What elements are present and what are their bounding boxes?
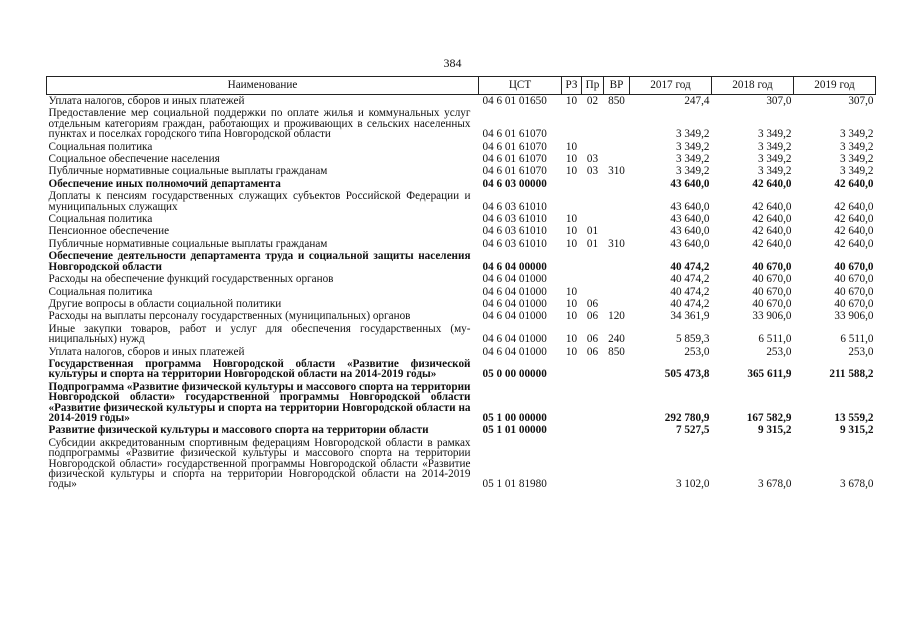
cell-pr: 06 xyxy=(586,297,599,310)
cell-2019: 40 670,0 xyxy=(834,260,874,273)
cell-2019: 42 640,0 xyxy=(834,177,874,190)
header-2019: 2019 год xyxy=(794,77,876,95)
cell-cst: 04 6 01 01650 xyxy=(482,95,547,107)
cell-vr xyxy=(604,298,630,310)
cell-pr: 01 xyxy=(586,225,599,238)
cell-rz: 10 xyxy=(565,237,578,250)
cell-2019: 40 670,0 xyxy=(834,297,874,310)
cell-2019: 253,0 xyxy=(848,345,874,358)
cell-2018: 40 670,0 xyxy=(752,297,792,310)
cell-cst: 04 6 01 61070 xyxy=(482,128,547,141)
cell-rz: 10 xyxy=(565,95,578,107)
cell-vr xyxy=(604,286,630,298)
cell-pr xyxy=(582,273,604,285)
cell-2018: 42 640,0 xyxy=(752,237,792,250)
cell-2017: 3 349,2 xyxy=(675,140,710,153)
cell-2019: 9 315,2 xyxy=(839,424,874,437)
header-2017: 2017 год xyxy=(630,77,712,95)
cell-2017: 7 527,5 xyxy=(675,424,710,437)
cell-pr: 06 xyxy=(586,333,599,346)
cell-2019: 3 349,2 xyxy=(839,140,874,153)
cell-2019: 42 640,0 xyxy=(834,213,874,226)
cell-cst: 05 1 00 00000 xyxy=(482,411,547,424)
table-row xyxy=(47,153,876,165)
cell-rz: 10 xyxy=(565,213,578,226)
cell-cst: 05 1 01 81980 xyxy=(482,478,547,491)
cell-rz: 10 xyxy=(565,140,578,153)
cell-vr xyxy=(604,190,630,213)
cell-2018: 40 670,0 xyxy=(752,285,792,298)
cell-name: Социальная политика xyxy=(48,285,153,298)
cell-2018: 167 582,9 xyxy=(746,411,792,424)
cell-rz xyxy=(562,381,582,425)
cell-pr xyxy=(582,437,604,491)
cell-2019: 13 559,2 xyxy=(834,411,874,424)
table-row xyxy=(47,225,876,237)
cell-vr xyxy=(604,381,630,425)
cell-pr xyxy=(582,358,604,381)
table-row xyxy=(47,273,876,285)
cell-2017: 3 349,2 xyxy=(675,128,710,141)
table-row xyxy=(47,381,876,425)
cell-name: Развитие физической культуры и массового спорта на территории области xyxy=(48,424,429,437)
cell-name: Обеспечение деятельности департамента труда и социальной защиты населения Новгородской области xyxy=(48,250,471,273)
cell-2017: 43 640,0 xyxy=(670,237,710,250)
cell-rz xyxy=(562,358,582,381)
cell-2018: 3 349,2 xyxy=(757,140,792,153)
table-row xyxy=(47,323,876,346)
cell-cst: 04 6 03 61010 xyxy=(482,237,547,250)
cell-name: Уплата налогов, сборов и иных платежей xyxy=(48,95,245,107)
cell-2018: 3 349,2 xyxy=(757,165,792,178)
cell-vr xyxy=(604,424,630,436)
cell-pr xyxy=(582,286,604,298)
cell-vr xyxy=(604,225,630,237)
cell-2017: 3 102,0 xyxy=(675,478,710,491)
cell-2017: 40 474,2 xyxy=(670,260,710,273)
cell-pr xyxy=(582,381,604,425)
table-row xyxy=(47,190,876,213)
cell-name: Государственная программа Новгородской области «Развитие физической культуры и спорта на территории Новгородской области на 2014-2019 годы» xyxy=(48,357,471,381)
cell-2017: 292 780,9 xyxy=(664,411,710,424)
cell-2017: 43 640,0 xyxy=(670,177,710,190)
cell-cst: 04 6 04 01000 xyxy=(482,310,547,323)
header-pr: Пр xyxy=(582,77,604,95)
table-row xyxy=(47,213,876,225)
header-2018: 2018 год xyxy=(712,77,794,95)
cell-2017: 43 640,0 xyxy=(670,213,710,226)
table-row xyxy=(47,424,876,436)
cell-name: Субсидии аккредитованным спортивным федерациям Новгородской области в рамках подпрограммы «Развитие физической культуры и массового спорта на территории Новгородской области» государственной программы Новгородской области «Развитие физической культуры и спорта на территории Новгородской области на 2014-2019 годы» xyxy=(48,436,471,491)
cell-cst: 04 6 03 61010 xyxy=(482,213,547,226)
cell-name: Расходы на выплаты персоналу государственных (муниципальных) органов xyxy=(48,310,411,323)
header-name: Наименование xyxy=(47,77,479,95)
cell-vr xyxy=(604,213,630,225)
cell-2017: 253,0 xyxy=(684,345,710,358)
cell-name: Публичные нормативные социальные выплаты гражданам xyxy=(48,237,328,250)
cell-2018: 42 640,0 xyxy=(752,200,792,213)
table-row xyxy=(47,165,876,177)
cell-vr xyxy=(604,107,630,140)
cell-pr: 03 xyxy=(586,153,599,166)
cell-2019: 42 640,0 xyxy=(834,225,874,238)
cell-2017: 40 474,2 xyxy=(670,285,710,298)
cell-pr xyxy=(582,107,604,140)
cell-2018: 3 678,0 xyxy=(757,478,792,491)
cell-2018: 40 670,0 xyxy=(752,260,792,273)
cell-rz: 10 xyxy=(565,297,578,310)
cell-pr: 01 xyxy=(586,237,599,250)
cell-pr xyxy=(582,213,604,225)
cell-vr: 310 xyxy=(608,165,625,178)
cell-2019: 40 670,0 xyxy=(834,285,874,298)
cell-rz xyxy=(562,437,582,491)
cell-rz: 10 xyxy=(565,333,578,346)
cell-2017: 43 640,0 xyxy=(670,225,710,238)
cell-2019: 42 640,0 xyxy=(834,200,874,213)
cell-2018: 307,0 xyxy=(766,95,792,107)
cell-vr: 240 xyxy=(608,333,625,346)
cell-vr xyxy=(604,437,630,491)
cell-rz: 10 xyxy=(565,310,578,323)
cell-cst: 04 6 03 61010 xyxy=(482,225,547,238)
cell-2019: 33 906,0 xyxy=(834,310,874,323)
cell-2017: 505 473,8 xyxy=(664,368,710,381)
cell-pr xyxy=(582,190,604,213)
cell-pr: 06 xyxy=(586,345,599,358)
table-row xyxy=(47,95,876,108)
cell-rz xyxy=(562,107,582,140)
cell-rz xyxy=(562,178,582,190)
cell-pr xyxy=(582,178,604,190)
cell-vr xyxy=(604,273,630,285)
cell-cst: 04 6 01 61070 xyxy=(482,140,547,153)
cell-2019: 211 588,2 xyxy=(829,368,874,381)
cell-2019: 40 670,0 xyxy=(834,273,874,286)
cell-2018: 9 315,2 xyxy=(757,424,792,437)
header-rz: РЗ xyxy=(562,77,582,95)
cell-cst: 04 6 04 01000 xyxy=(482,273,547,286)
budget-table xyxy=(46,76,876,491)
cell-name: Предоставление мер социальной поддержки по оплате жилья и коммунальных услуг отдельным категориям граждан, работающих и проживающих в сельских населенных пунктах и поселках городского типа Новгородской области xyxy=(48,107,471,141)
cell-name: Социальная политика xyxy=(48,140,153,153)
cell-name: Доплаты к пенсиям государственных служащих субъектов Российской Федерации и муниципальных служащих xyxy=(48,190,471,213)
cell-2018: 253,0 xyxy=(766,345,792,358)
cell-cst: 04 6 01 61070 xyxy=(482,165,547,178)
cell-rz: 10 xyxy=(565,153,578,166)
cell-vr: 850 xyxy=(608,345,625,358)
table-row xyxy=(47,298,876,310)
cell-name: Иные закупки товаров, работ и услуг для обеспечения государственных (муниципальных) нужд xyxy=(48,322,471,346)
table-row xyxy=(47,358,876,381)
cell-cst: 04 6 03 61010 xyxy=(482,200,547,213)
cell-vr: 120 xyxy=(608,310,625,323)
cell-2017: 3 349,2 xyxy=(675,153,710,166)
cell-cst: 04 6 04 01000 xyxy=(482,345,547,358)
cell-cst: 04 6 01 61070 xyxy=(482,153,547,166)
cell-name: Уплата налогов, сборов и иных платежей xyxy=(48,345,245,358)
cell-cst: 05 0 00 00000 xyxy=(482,368,547,381)
cell-2019: 42 640,0 xyxy=(834,237,874,250)
cell-vr xyxy=(604,141,630,153)
cell-2018: 3 349,2 xyxy=(757,128,792,141)
table-header xyxy=(47,77,876,95)
cell-rz xyxy=(562,250,582,273)
cell-rz: 10 xyxy=(565,225,578,238)
cell-2019: 3 349,2 xyxy=(839,128,874,141)
cell-rz xyxy=(562,273,582,285)
header-vr: ВР xyxy=(604,77,630,95)
cell-rz: 10 xyxy=(565,285,578,298)
cell-name: Обеспечение иных полномочий департамента xyxy=(48,177,281,190)
cell-2018: 6 511,0 xyxy=(758,333,792,346)
cell-2018: 42 640,0 xyxy=(752,213,792,226)
cell-2019: 307,0 xyxy=(848,95,874,107)
cell-vr: 310 xyxy=(608,237,625,250)
table-row xyxy=(47,178,876,190)
table-row xyxy=(47,250,876,273)
cell-name: Расходы на обеспечение функций государственных органов xyxy=(48,273,334,286)
cell-pr xyxy=(582,424,604,436)
cell-vr xyxy=(604,153,630,165)
cell-2017: 40 474,2 xyxy=(670,273,710,286)
table-row xyxy=(47,238,876,250)
cell-pr xyxy=(582,250,604,273)
cell-vr xyxy=(604,358,630,381)
cell-pr: 02 xyxy=(586,95,599,107)
table-body xyxy=(47,95,876,491)
cell-2018: 42 640,0 xyxy=(752,225,792,238)
cell-2018: 365 611,9 xyxy=(747,368,792,381)
cell-name: Другие вопросы в области социальной политики xyxy=(48,297,282,310)
cell-2017: 34 361,9 xyxy=(670,310,710,323)
cell-2017: 40 474,2 xyxy=(670,297,710,310)
cell-2018: 33 906,0 xyxy=(752,310,792,323)
cell-2017: 5 859,3 xyxy=(675,333,710,346)
cell-name: Подпрограмма «Развитие физической культуры и массового спорта на территории Новгородской области» государственной программы Новгородской области «Развитие физической культуры и спорта на территории Новгородской области на 2014-2019 годы» xyxy=(48,380,471,424)
cell-rz: 10 xyxy=(565,165,578,178)
cell-2017: 3 349,2 xyxy=(675,165,710,178)
header-cst: ЦСТ xyxy=(479,77,562,95)
cell-cst: 04 6 04 01000 xyxy=(482,333,547,346)
cell-pr xyxy=(582,141,604,153)
table-row xyxy=(47,286,876,298)
cell-vr: 850 xyxy=(608,95,625,107)
cell-name: Социальная политика xyxy=(48,213,153,226)
cell-cst: 04 6 04 00000 xyxy=(482,260,547,273)
cell-pr: 03 xyxy=(586,165,599,178)
cell-name: Социальное обеспечение населения xyxy=(48,153,220,166)
cell-2017: 247,4 xyxy=(684,95,710,107)
cell-rz xyxy=(562,424,582,436)
cell-vr xyxy=(604,178,630,190)
table-row xyxy=(47,437,876,491)
cell-2019: 6 511,0 xyxy=(840,333,874,346)
cell-rz: 10 xyxy=(565,345,578,358)
cell-name: Пенсионное обеспечение xyxy=(48,225,170,238)
cell-2019: 3 349,2 xyxy=(839,153,874,166)
cell-rz xyxy=(562,190,582,213)
cell-2019: 3 678,0 xyxy=(839,478,874,491)
page-number: 384 xyxy=(443,56,462,70)
cell-vr xyxy=(604,250,630,273)
cell-name: Публичные нормативные социальные выплаты гражданам xyxy=(48,165,328,178)
cell-2018: 40 670,0 xyxy=(752,273,792,286)
table-row xyxy=(47,107,876,140)
table-row xyxy=(47,310,876,322)
cell-cst: 05 1 01 00000 xyxy=(482,424,547,437)
cell-cst: 04 6 04 01000 xyxy=(482,285,547,298)
table-row xyxy=(47,141,876,153)
cell-pr: 06 xyxy=(586,310,599,323)
cell-2017: 43 640,0 xyxy=(670,200,710,213)
cell-2018: 42 640,0 xyxy=(752,177,792,190)
cell-cst: 04 6 04 01000 xyxy=(482,297,547,310)
table-row xyxy=(47,346,876,358)
cell-cst: 04 6 03 00000 xyxy=(482,177,547,190)
cell-2019: 3 349,2 xyxy=(839,165,874,178)
cell-2018: 3 349,2 xyxy=(757,153,792,166)
